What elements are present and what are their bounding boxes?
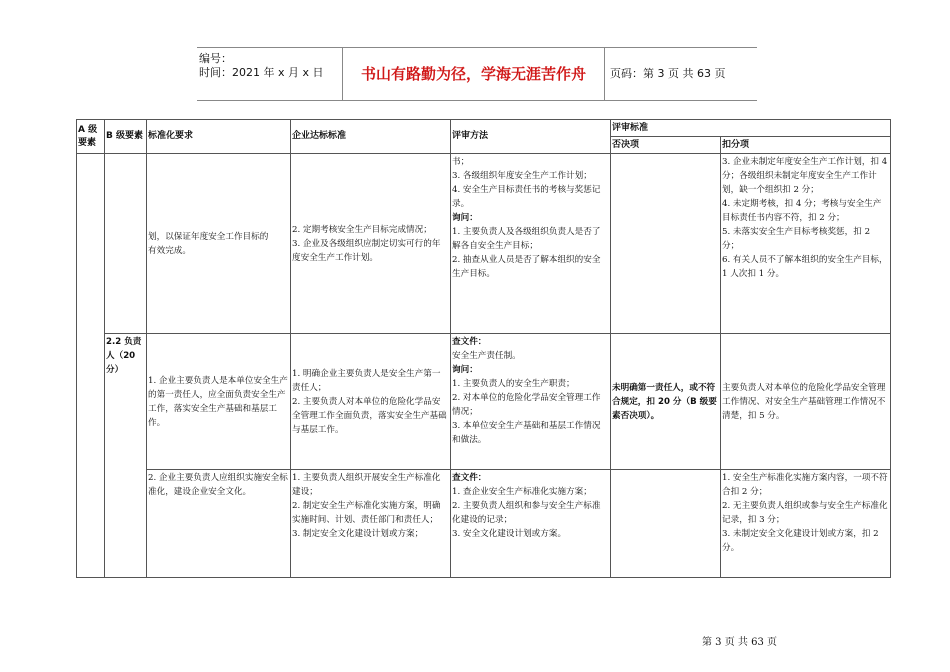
requirement-cell: 划，以保证年度安全工作目标的 有效完成。 bbox=[147, 154, 291, 334]
method-cell: 查文件： 安全生产责任制。 询问： 1. 主要负责人的安全生产职责； 2. 对本单位的危险化学品安全管理工作情况； 3. 本单位安全生产基础和基层工作情况和做法。 bbox=[451, 334, 611, 470]
method-cell: 查文件： 1. 查企业安全生产标准化实施方案； 2. 主要负责人组织和参与安全生产标准化建设的记录； 3. 安全文化建设计划或方案。 bbox=[451, 470, 611, 578]
header-meta bbox=[197, 48, 342, 104]
header-deduct: 扣分项 bbox=[721, 137, 891, 154]
a-element-cell bbox=[77, 154, 105, 578]
standard-cell: 2. 定期考核安全生产目标完成情况； 3. 企业及各级组织应制定切实可行的年度安全生产工作计划。 bbox=[291, 154, 451, 334]
header-method: 评审方法 bbox=[451, 120, 611, 154]
b-element-cell bbox=[105, 154, 147, 334]
table-row bbox=[77, 470, 891, 578]
deduct-cell: 主要负责人对本单位的危险化学品安全管理工作情况、对安全生产基础管理工作情况不清楚，扣 5 分。 bbox=[721, 334, 891, 470]
header-requirement: 标准化要求 bbox=[147, 120, 291, 154]
page-footer: 第 3 页 共 63 页 bbox=[702, 637, 777, 648]
standard-cell: 1. 明确企业主要负责人是安全生产第一责任人； 2. 主要负责人对本单位的危险化学品安全管理工作全面负责，落实安全生产基础与基层工作。 bbox=[291, 334, 451, 470]
header-page-number: 页码：第 3 页 共 63 页 bbox=[610, 67, 726, 80]
deduct-cell: 1. 安全生产标准化实施方案内容，一项不符合扣 2 分； 2. 无主要负责人组织或参与安全生产标准化记录，扣 3 分； 3. 未制定安全文化建设计划或方案，扣 2 分。 bbox=[721, 470, 891, 578]
table-row bbox=[77, 334, 891, 470]
standard-cell: 1. 主要负责人组织开展安全生产标准化建设； 2. 制定安全生产标准化实施方案，明确实施时间、计划、责任部门和责任人； 3. 制定安全文化建设计划或方案； bbox=[291, 470, 451, 578]
requirement-cell: 2. 企业主要负责人应组织实施安全标准化，建设企业安全文化。 bbox=[147, 470, 291, 578]
table-row bbox=[77, 154, 891, 334]
deduct-cell: 3. 企业未制定年度安全生产工作计划，扣 4 分；各级组织未制定年度安全生产工作计划，缺一个组织扣 2 分； 4. 未定期考核，扣 4 分；考核与安全生产目标责任书内容不符，扣 2 分； 5. 未落实安全生产目标考核奖惩，扣 2 分； 6. 有关人员不了解本组织的安全生产目标，1 人次扣 1 分。 bbox=[721, 154, 891, 334]
header-veto: 否决项 bbox=[611, 137, 721, 154]
requirement-cell: 1. 企业主要负责人是本单位安全生产的第一责任人，应全面负责安全生产工作，落实安全生产基础和基层工作。 bbox=[147, 334, 291, 470]
doc-number-label: 编号： bbox=[199, 52, 232, 65]
date-label: 时间：2021 年 x 月 x 日 bbox=[199, 66, 324, 79]
header-standard: 企业达标标准 bbox=[291, 120, 451, 154]
veto-cell bbox=[611, 470, 721, 578]
header-slogan: 书山有路勤为径，学海无涯苦作舟 bbox=[342, 48, 605, 100]
veto-cell: 未明确第一责任人，或不符合规定，扣 20 分（B 级要素否决项）。 bbox=[611, 334, 721, 470]
header-b-element: B 级要素 bbox=[105, 120, 147, 154]
veto-cell bbox=[611, 154, 721, 334]
header-criteria: 评审标准 bbox=[611, 120, 891, 137]
assessment-table bbox=[76, 119, 891, 578]
b-element-responsible: 2.2 负责人（20 分） bbox=[105, 334, 147, 578]
header-a-element: A 级要素 bbox=[77, 120, 105, 154]
method-cell: 书； 3. 各级组织年度安全生产工作计划； 4. 安全生产目标责任书的考核与奖惩记录。 询问： 1. 主要负责人及各级组织负责人是否了解各自安全生产目标； 2. 抽查从业人员是否了解本组织的安全生产目标。 bbox=[451, 154, 611, 334]
page-header bbox=[197, 47, 757, 101]
